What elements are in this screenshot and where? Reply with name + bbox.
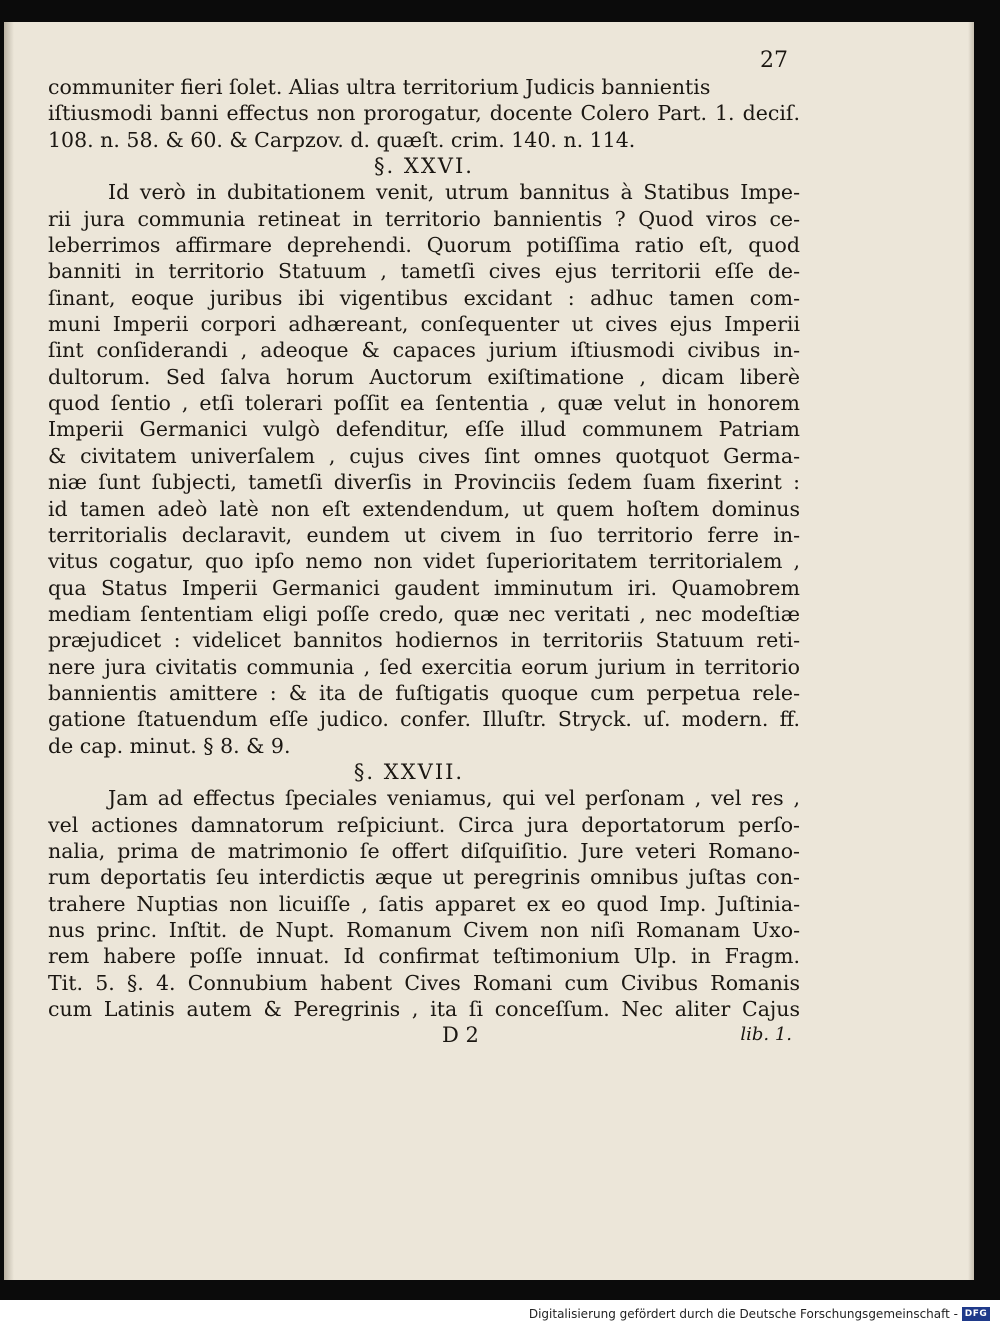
text-line: nalia, prima de matrimonio ſe offert diſquiſitio. Jure veteri Romano-: [48, 838, 800, 863]
text-line: trahere Nuptias non licuiſſe , ſatis apparet ex eo quod Imp. Juſtinia-: [48, 891, 800, 916]
text-line: bannientis amittere : & ita de fuſtigatis quoque cum perpetua rele-: [48, 680, 800, 705]
text-line: muni Imperii corpori adhæreant, conſequenter ut cives ejus Imperii: [48, 312, 800, 337]
text-line: 108. n. 58. & 60. & Carpzov. d. quæſt. crim. 140. n. 114.: [48, 127, 636, 152]
text-line: communiter fieri ſolet. Alias ultra territorium Judicis bannientis: [48, 75, 711, 99]
text-line: qua Status Imperii Germanici gaudent imminutum iri. Quamobrem: [48, 575, 800, 600]
text-line: Jam ad effectus ſpeciales veniamus, qui vel perſonam , vel res ,: [108, 786, 800, 811]
text-line: & civitatem univerſalem , cujus cives ſint omnes quotquot Germa-: [48, 443, 800, 468]
text-line: ſinant, eoque juribus ibi vigentibus excidant : adhuc tamen com-: [48, 285, 800, 310]
text-line: mediam ſententiam eligi poſſe credo, quæ nec veritati , nec modeſtiæ: [48, 601, 800, 626]
text-line: quod ſentio , etſi tolerari poſſit ea ſententia , quæ velut in honorem: [48, 391, 800, 416]
text-line: rii jura communia retineat in territorio bannientis ? Quod viros ce-: [48, 206, 800, 231]
text-line: rum deportatis ſeu interdictis æque ut peregrinis omnibus juſtas con-: [48, 865, 800, 890]
text-line: leberrimos affirmare deprehendi. Quorum potiſſima ratio eſt, quod: [48, 233, 800, 258]
dfg-logo-icon: DFG: [962, 1307, 990, 1321]
text-line: præjudicet : videlicet bannitos hodiernos in territoriis Statuum reti-: [48, 628, 800, 653]
text-line: niæ ſunt ſubjecti, tametſi diverſis in Provinciis ſedem ſuam fixerint :: [48, 470, 800, 495]
text-line: de cap. minut. § 8. & 9.: [48, 733, 291, 758]
text-line: §. XXVII.: [353, 759, 465, 784]
text-line: dultorum. Sed ſalva horum Auctorum exiſtimatione , dicam liberè: [48, 364, 800, 389]
text-line: ſint conſiderandi , adeoque & capaces jurium iſtiusmodi civibus in-: [48, 338, 800, 363]
page-footer: [48, 1022, 800, 1048]
text-line: iſtiusmodi banni effectus non prorogatur, docente Colero Part. 1. deciſ.: [48, 101, 800, 126]
text-line: vitus cogatur, quo ipſo nemo non videt ſuperioritatem territorialem ,: [48, 549, 800, 574]
text-line: Id verò in dubitationem venit, utrum bannitus à Statibus Impe-: [108, 180, 800, 205]
text-line: territorialis declaravit, eundem ut civem in ſuo territorio ferre in-: [48, 522, 800, 547]
text-line: nere jura civitatis communia , ſed exercitia eorum jurium in territorio: [48, 654, 800, 679]
text-line: vel actiones damnatorum reſpiciunt. Circa jura deportatorum perſo-: [48, 812, 800, 837]
text-line: rem habere poſſe innuat. Id confirmat teſtimonium Ulp. in Fragm.: [48, 944, 800, 969]
book-page: [4, 22, 974, 1280]
text-line: §. XXVI.: [374, 154, 474, 179]
text-lines: [48, 74, 800, 1022]
page-number: 27: [760, 48, 788, 73]
text-line: Tit. 5. §. 4. Connubium habent Cives Romani cum Civibus Romanis: [48, 970, 800, 995]
text-line: Imperii Germanici vulgò defenditur, eſſe illud communem Patriam: [48, 417, 800, 442]
text-line: id tamen adeò latè non eſt extendendum, ut quem hoſtem dominus: [48, 496, 800, 521]
dfg-credit-text: Digitalisierung gefördert durch die Deutsche Forschungsgemeinschaft -: [528, 1307, 958, 1321]
text-line: gatione ſtatuendum eſſe judico. confer. Illuſtr. Stryck. uſ. modern. ff.: [48, 707, 800, 732]
signature-mark: D 2: [442, 1023, 479, 1048]
text-line: nus princ. Inſtit. de Nupt. Romanum Civem non niſi Romanam Uxo-: [48, 918, 800, 942]
page-text: [48, 48, 800, 1048]
text-line: banniti in territorio Statuum , tametſi cives ejus territorii eſſe de-: [48, 259, 800, 284]
dfg-credit-bar: [0, 1300, 1000, 1328]
text-line: cum Latinis autem & Peregrinis , ita ſi conceſſum. Nec aliter Cajus: [48, 997, 800, 1022]
catchword: lib. 1.: [740, 1024, 792, 1046]
